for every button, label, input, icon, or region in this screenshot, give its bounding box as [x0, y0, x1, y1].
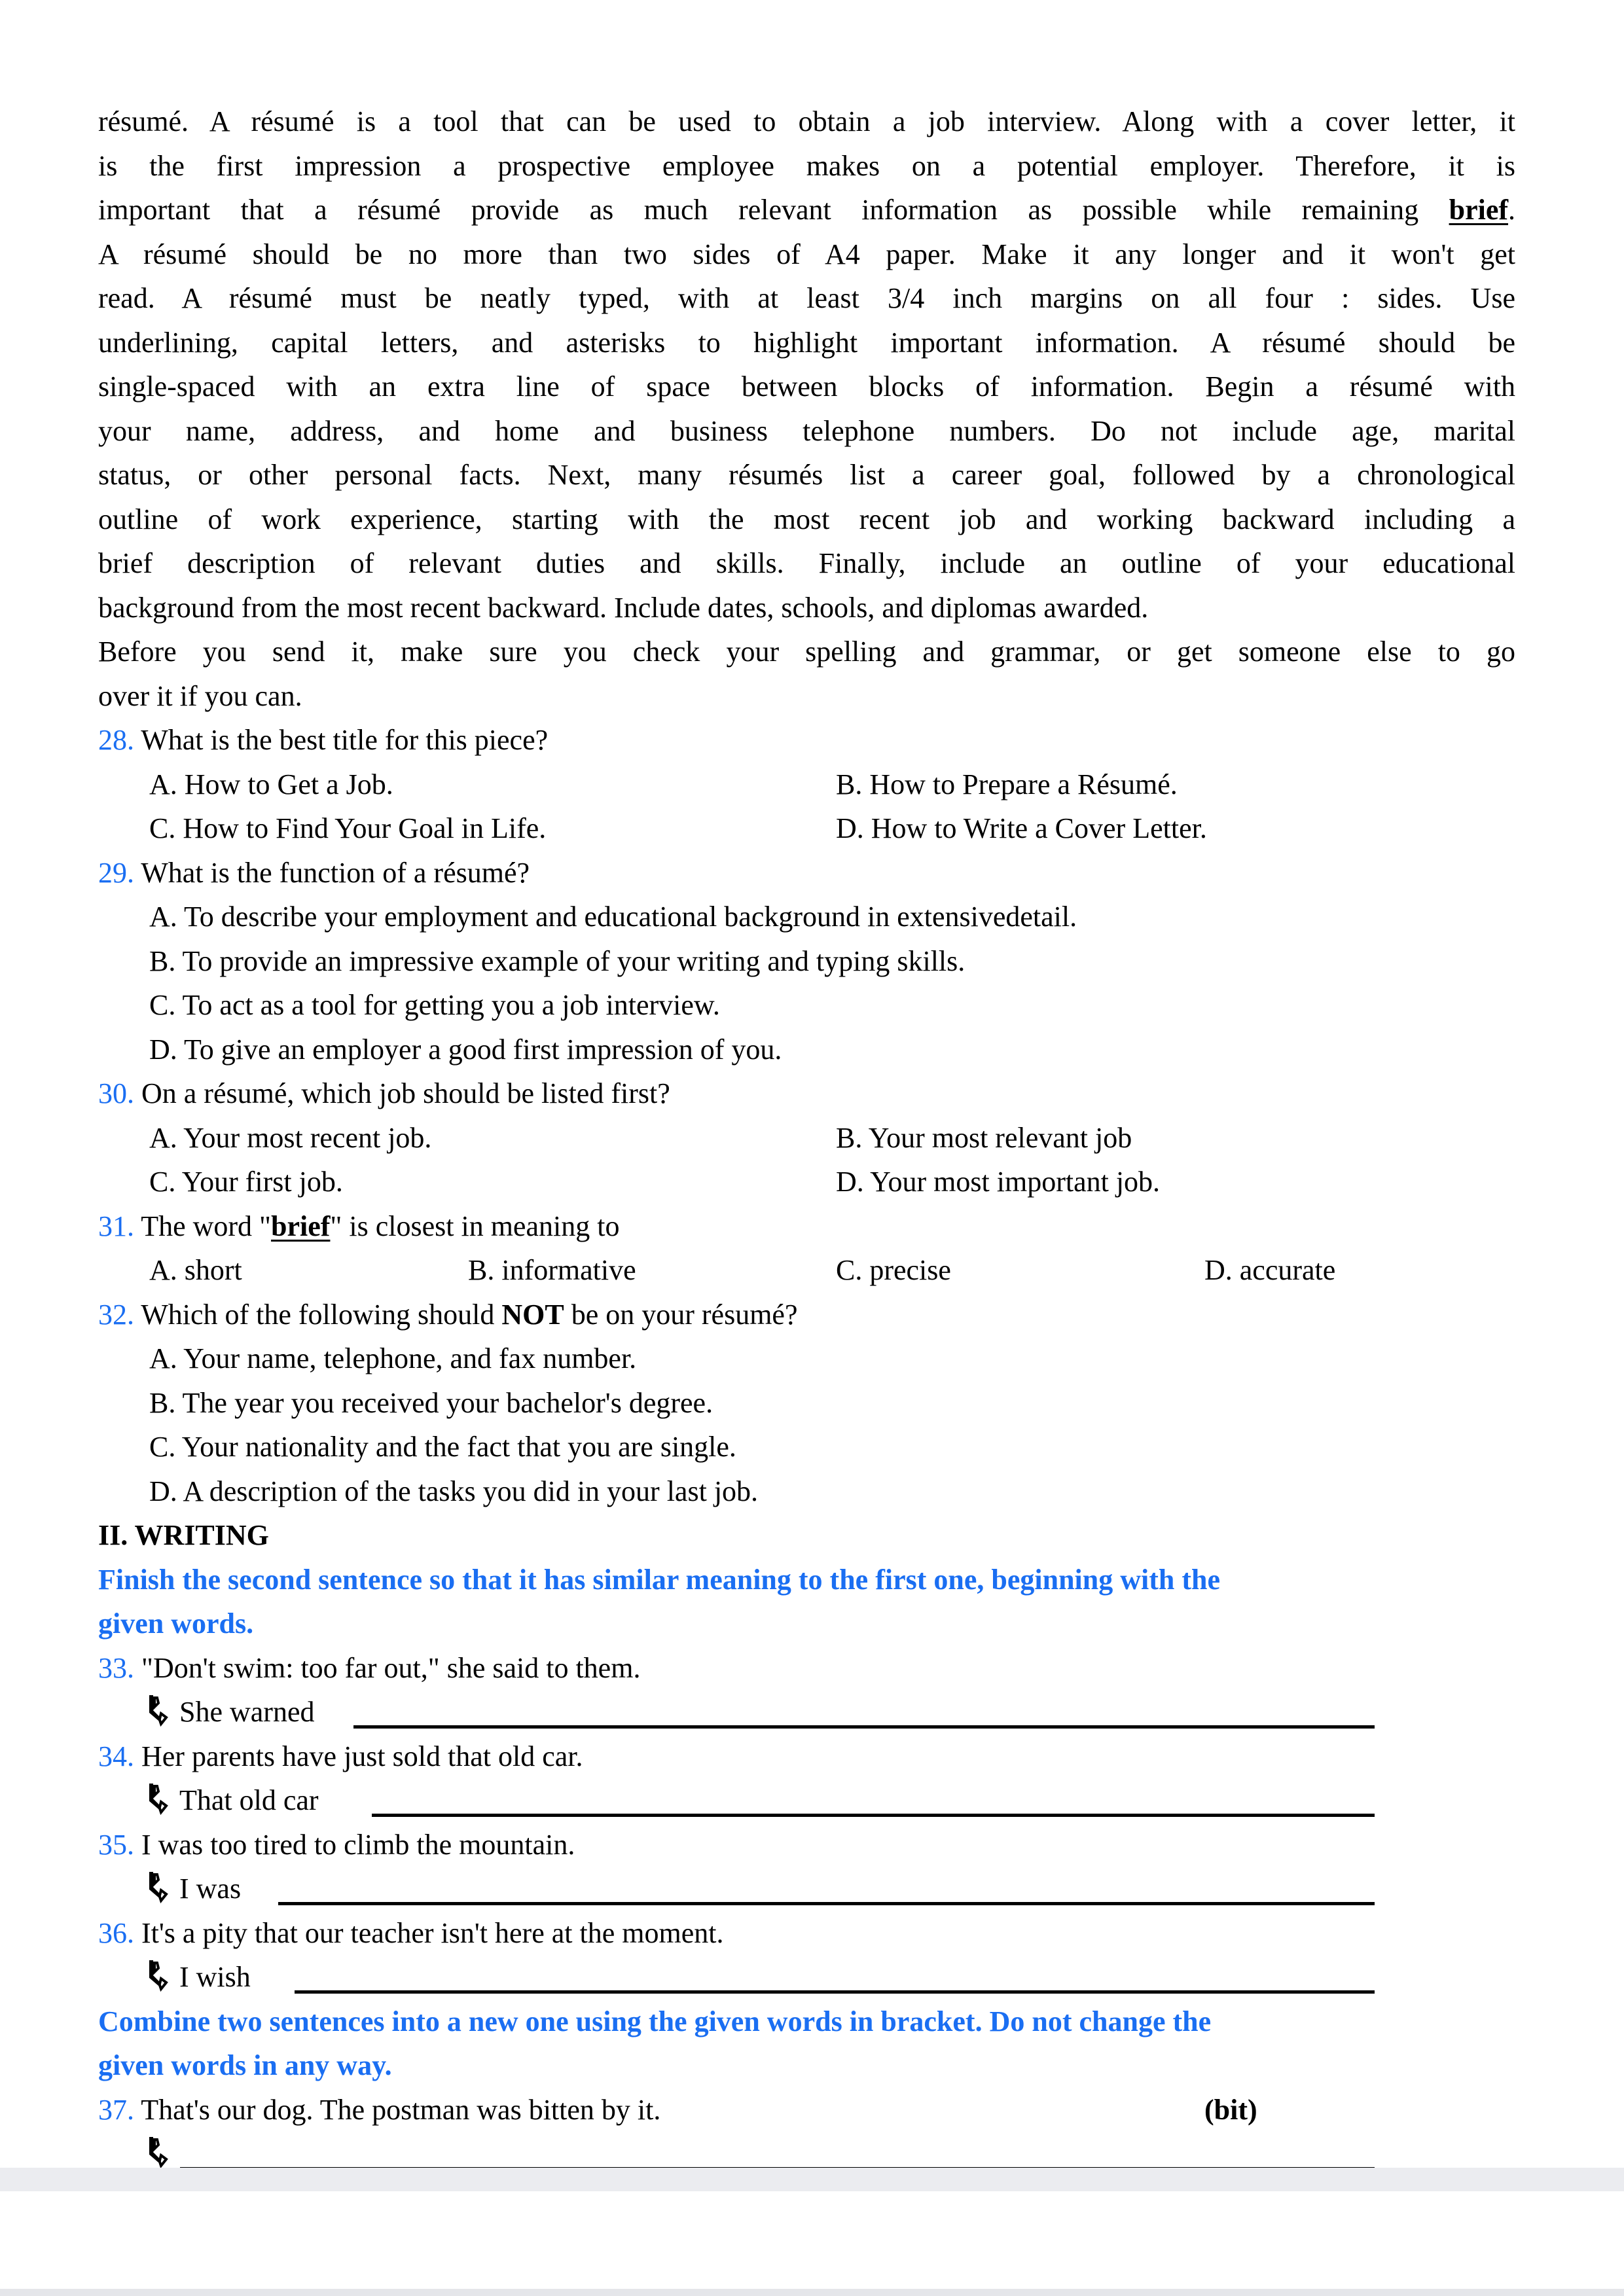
exam-content [98, 99, 1519, 2176]
question-text: Her parents have just sold that old car. [141, 1740, 583, 1772]
option-a[interactable]: A. Your name, telephone, and fax number. [149, 1342, 637, 1374]
option-c[interactable]: C. Your nationality and the fact that you are single. [149, 1431, 736, 1463]
passage-line: your name, address, and home and business telephone numbers. Do not include age, marital [98, 414, 1515, 447]
option-b[interactable]: B. The year you received your bachelor's degree. [149, 1386, 713, 1419]
option-b[interactable]: B. informative [468, 1254, 636, 1286]
option-c[interactable]: C. Your first job. [149, 1166, 343, 1198]
answer-row [98, 1778, 1519, 1823]
passage-line: brief description of relevant duties and skills. Finally, include an outline of your educational [98, 547, 1515, 579]
question-30 [98, 1071, 1519, 1204]
answer-blank[interactable] [278, 1902, 1375, 1905]
question-number: 29. [98, 856, 134, 889]
answer-starter: She warned [179, 1696, 315, 1728]
options-row [98, 806, 1519, 851]
option-c[interactable]: C. precise [836, 1254, 951, 1286]
question-31 [98, 1204, 1519, 1293]
question-number: 33. [98, 1651, 134, 1684]
page-separator-bottom [0, 2289, 1624, 2296]
arrow-down-right-icon [149, 1784, 173, 1815]
instruction-line: given words. [98, 1607, 254, 1640]
options-row [98, 1248, 1519, 1293]
question-text: On a résumé, which job should be listed first? [141, 1077, 670, 1109]
passage-line [98, 188, 1515, 232]
section-heading: II. WRITING [98, 1519, 269, 1551]
question-keyword: brief [271, 1210, 331, 1242]
question-37 [98, 2088, 1519, 2176]
passage-line: Before you send it, make sure you check your spelling and grammar, or get someone else to go [98, 636, 1515, 668]
given-word: (bit) [1204, 2093, 1257, 2126]
question-text: It's a pity that our teacher isn't here at the moment. [141, 1916, 724, 1949]
answer-row [98, 1955, 1519, 2000]
passage-line: background from the most recent backward. Include dates, schools, and diplomas awarded. [98, 591, 1149, 624]
option-b[interactable]: B. How to Prepare a Résumé. [836, 768, 1178, 800]
passage-line: over it if you can. [98, 679, 302, 712]
options-row [98, 1116, 1519, 1160]
question-stem [98, 1646, 1519, 1691]
question-36 [98, 1911, 1519, 2000]
passage-line: underlining, capital letters, and asterisks to highlight important information. A résumé should be [98, 326, 1515, 359]
question-stem [98, 1071, 1519, 1116]
question-text: What is the function of a résumé? [141, 856, 530, 889]
question-text-before: The word " [141, 1210, 272, 1242]
option-d[interactable]: D. A description of the tasks you did in your last job. [149, 1475, 759, 1507]
question-28 [98, 718, 1519, 851]
options-row [98, 1160, 1519, 1204]
options-row [98, 762, 1519, 807]
question-text: "Don't swim: too far out," she said to them. [141, 1651, 641, 1684]
arrow-down-right-icon [149, 1960, 173, 1992]
answer-row [98, 1690, 1519, 1734]
question-text: I was too tired to climb the mountain. [141, 1828, 575, 1861]
question-stem [98, 1293, 1519, 1337]
question-text-after: " is closest in meaning to [330, 1210, 620, 1242]
option-b[interactable]: B. Your most relevant job [836, 1121, 1132, 1154]
question-stem [98, 1911, 1519, 1956]
question-text-before: Which of the following should [141, 1298, 502, 1331]
passage-line: single-spaced with an extra line of space between blocks of information. Begin a résumé with [98, 370, 1515, 403]
question-33 [98, 1646, 1519, 1734]
question-text: That's our dog. The postman was bitten by it. [141, 2093, 661, 2126]
passage-line: résumé. A résumé is a tool that can be used to obtain a job interview. Along with a cover letter, it [98, 105, 1515, 137]
question-text-after: be on your résumé? [564, 1298, 798, 1331]
answer-starter: I wish [179, 1961, 251, 1993]
question-number: 36. [98, 1916, 134, 1949]
instruction-line: given words in any way. [98, 2049, 392, 2081]
answer-blank[interactable] [295, 1990, 1375, 1994]
question-35 [98, 1823, 1519, 1911]
option-d[interactable]: D. To give an employer a good first impression of you. [149, 1033, 782, 1066]
answer-row [98, 1867, 1519, 1911]
answer-starter: That old car [179, 1784, 319, 1816]
question-stem [98, 1204, 1519, 1249]
question-stem [98, 2088, 1519, 2132]
question-29 [98, 851, 1519, 1072]
passage-line-end: . [1508, 194, 1515, 226]
passage-line-text: important that a résumé provide as much relevant information as possible while remaining [98, 194, 1449, 226]
question-stem [98, 1734, 1519, 1779]
passage-line: status, or other personal facts. Next, many résumés list a career goal, followed by a chronological [98, 459, 1515, 491]
arrow-down-right-icon [149, 2137, 173, 2168]
question-number: 37. [98, 2093, 134, 2126]
arrow-down-right-icon [149, 1872, 173, 1903]
question-number: 28. [98, 724, 134, 756]
question-number: 31. [98, 1210, 134, 1242]
passage-line: outline of work experience, starting with the most recent job and working backward including a [98, 503, 1515, 535]
question-stem [98, 718, 1519, 762]
option-d[interactable]: D. Your most important job. [836, 1166, 1161, 1198]
answer-blank[interactable] [372, 1814, 1375, 1817]
option-d[interactable]: D. accurate [1204, 1254, 1336, 1286]
option-c[interactable]: C. How to Find Your Goal in Life. [149, 812, 547, 844]
answer-blank[interactable] [353, 1725, 1375, 1729]
question-number: 34. [98, 1740, 134, 1772]
option-c[interactable]: C. To act as a tool for getting you a job interview. [149, 989, 720, 1021]
question-number: 30. [98, 1077, 134, 1109]
passage-line: is the first impression a prospective employee makes on a potential employer. Therefore, it is [98, 149, 1515, 182]
option-d[interactable]: D. How to Write a Cover Letter. [836, 812, 1207, 844]
question-keyword: NOT [501, 1298, 564, 1331]
question-number: 32. [98, 1298, 134, 1331]
reading-passage [98, 99, 1519, 718]
passage-line: read. A résumé must be neatly typed, with at least 3/4 inch margins on all four : sides. Use [98, 282, 1515, 314]
question-number: 35. [98, 1828, 134, 1861]
option-a[interactable]: A. To describe your employment and educational background in extensivedetail. [149, 901, 1077, 933]
question-32 [98, 1293, 1519, 1514]
question-34 [98, 1734, 1519, 1823]
answer-starter: I was [179, 1873, 242, 1905]
option-a[interactable]: A. Your most recent job. [149, 1121, 432, 1154]
page-separator [0, 2168, 1624, 2191]
option-a[interactable]: A. short [149, 1254, 242, 1286]
question-stem [98, 851, 1519, 895]
question-stem [98, 1823, 1519, 1867]
question-text: What is the best title for this piece? [141, 724, 549, 756]
underlined-keyword: brief [1449, 194, 1508, 226]
passage-line: A résumé should be no more than two sides of A4 paper. Make it any longer and it won't get [98, 238, 1515, 270]
instruction-line: Finish the second sentence so that it has similar meaning to the first one, beginning with the [98, 1563, 1221, 1596]
instruction-line: Combine two sentences into a new one using the given words in bracket. Do not change the [98, 2005, 1212, 2037]
arrow-down-right-icon [149, 1695, 173, 1727]
option-a[interactable]: A. How to Get a Job. [149, 768, 393, 800]
option-b[interactable]: B. To provide an impressive example of your writing and typing skills. [149, 944, 965, 977]
